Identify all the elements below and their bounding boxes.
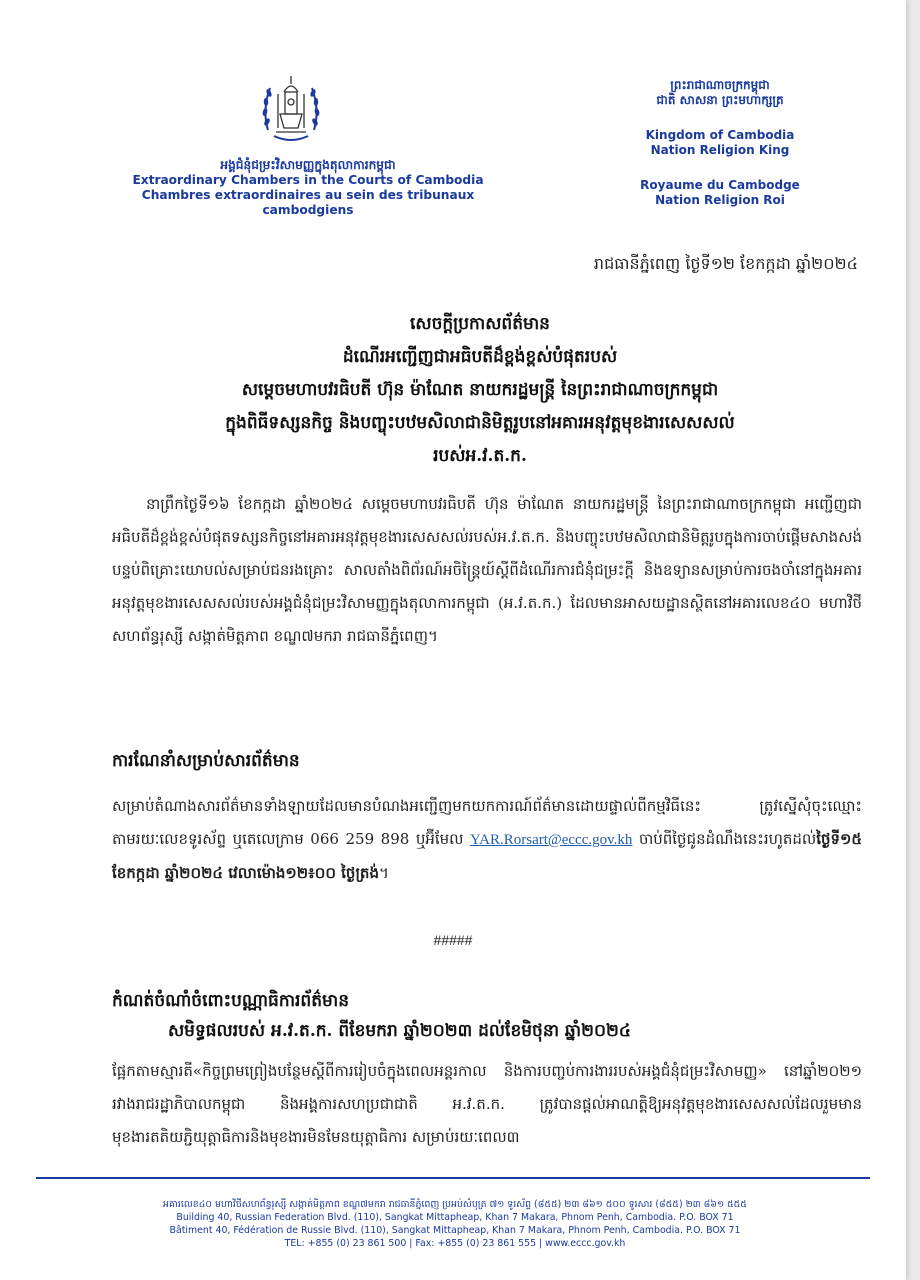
editors-note-subheading: សមិទ្ធផលរបស់ អ.វ.ត.ក. ពីខែមករា ឆ្នាំ២០២៣ ដល់ខែមិថុនា ឆ្នាំ២០២៤: [168, 1021, 631, 1041]
footer-address-french: Bâtiment 40, Fédération de Russie Blvd. (110), Sangkat Mittapheap, Khan 7 Makara, Phnom Penh, Cambodia. P.O. BOX 71: [169, 1225, 741, 1236]
footer-contact: TEL: +855 (0) 23 861 500 | Fax: +855 (0) 23 861 555 | www.eccc.gov.kh: [284, 1238, 626, 1249]
org-name-khmer: អង្គជំនុំជម្រះវិសាមញ្ញក្នុងតុលាការកម្ពុជា: [220, 158, 396, 172]
media-text-part: សម្រាប់តំណាងសារព័ត៌មានទាំងឡាយដែលមានបំណងអញ្ជើញមកយកការណ៍ព័ត៌មានដោយផ្ទាល់ពីកម្មវិធីនេះ ត្រូវស្នើសុំចុះឈ្មោះតាមរយៈលេខទូរស័ព្ទ ឬតេលេក្រាម 066 259 898 ឬអ៊ីមែល: [112, 797, 862, 848]
footer-address-english: Building 40, Russian Federation Blvd. (110), Sangkat Mittapheap, Khan 7 Makara, Phnom Penh, Cambodia. P.O. BOX 71: [176, 1212, 734, 1223]
media-text-part: ។: [378, 864, 389, 882]
dateline: រាជធានីភ្នំពេញ ថ្ងៃទី១២ ខែកក្កដា ឆ្នាំ២០២៤: [593, 254, 858, 273]
media-text-part: ចាប់ពីថ្ងៃជូនដំណឹងនេះរហូតដល់: [632, 830, 817, 848]
body-paragraph-intro: នាព្រឹកថ្ងៃទី១៦ ខែកក្កដា ឆ្នាំ២០២៤ សម្តេចមហាបវរធិបតី ហ៊ុន ម៉ាណែត នាយករដ្ឋមន្ត្រី នៃព្រះរាជាណាចក្រកម្ពុជា អញ្ជើញជាអធិបតីដ៏ខ្ពង់ខ្ពស់បំផុតទស្សនកិច្ចនៅអគារអនុវត្តមុខងារសេសសល់របស់អ.វ.ត.ក. និងបញ្ចុះបឋមសិលាជានិមិត្តរូបក្នុងការចាប់ផ្តើមសាងសង់បន្ទប់ពិគ្រោះយោបល់សម្រាប់ជនរងគ្រោះ សាលតាំងពិព័រណ៍អចិន្ត្រៃយ៍ស្តីពីដំណើរការជំនុំជម្រះក្តី និងឧទ្យានសម្រាប់ការចងចាំនៅក្នុងអគារអនុវត្តមុខងារសេសសល់របស់អង្គជំនុំជម្រះវិសាមញ្ញក្នុងតុលាការកម្ពុជា (អ.វ.ត.ក.) ដែលមានអាសយដ្ឋានស្ថិតនៅអគារលេខ៤០ មហាវិថីសហព័ន្ធរុស្សី សង្កាត់មិត្តភាព ខណ្ឌ៧មករា រាជធានីភ្នំពេញ។: [112, 495, 862, 645]
motto-french: Nation Religion Roi: [655, 193, 785, 207]
section-separator: #####: [433, 932, 473, 948]
editors-note-heading: កំណត់ចំណាំចំពោះបណ្ណាធិការព័ត៌មាន: [112, 991, 349, 1011]
contact-email-link[interactable]: YAR.Rorsart@eccc.gov.kh: [470, 832, 633, 848]
motto-english: Nation Religion King: [650, 143, 790, 157]
footer-divider: [36, 1177, 870, 1179]
registration-deadline: ថ្ងៃទី១៥ ខែកក្កដា ឆ្នាំ២០២៤ វេលាម៉ោង១២៖០០ ថ្ងៃត្រង់: [112, 830, 862, 882]
kingdom-english: Kingdom of Cambodia: [645, 128, 795, 142]
footer-address-khmer: អគារលេខ៤០ មហាវិថីសហព័ន្ធរុស្សី សង្កាត់មិត្តភាព ខណ្ឌ៧មករា រាជធានីភ្នំពេញ ប្រអប់សំបុត្រ ៧១ ទូរស័ព្ទ (៨៥៥) ២៣ ៨៦១ ៥០០ ទូរសារ (៨៥៥) ២៣ ៨៦១ ៥៥៥: [163, 1199, 747, 1210]
kingdom-french: Royaume du Cambodge: [640, 178, 800, 192]
editors-note-paragraph: ផ្អែកតាមស្មារតី«កិច្ចព្រមព្រៀងបន្ថែមស្តីពីការរៀបចំក្នុងពេលអន្តរកាល និងការបញ្ចប់ការងាររបស់អង្គជំនុំជម្រះវិសាមញ្ញ» នៅឆ្នាំ២០២១ រវាងរាជរដ្ឋាភិបាលកម្ពុជា និងអង្គការសហប្រជាជាតិ អ.វ.ត.ក. ត្រូវបានផ្តល់អាណត្តិឱ្យអនុវត្តមុខងារសេសសល់ដែលរួមមានមុខងារតតិយភ្ជិយុត្តាធិការនិងមុខងារមិនមែនយុត្តាធិការ សម្រាប់រយៈពេល៣: [112, 1062, 862, 1146]
org-name-french: Chambres extraordinaires au sein des tribunaux cambodgiens: [141, 188, 475, 217]
media-guidance-heading: ការណែនាំសម្រាប់សារព័ត៌មាន: [112, 751, 300, 771]
kingdom-motto-block: [620, 78, 820, 208]
motto-khmer: ជាតិ សាសនា ព្រះមហាក្សត្រ: [656, 93, 784, 107]
press-release-title: [90, 308, 870, 473]
title-line: សម្តេចមហាបវរធិបតី ហ៊ុន ម៉ាណែត នាយករដ្ឋមន្ត្រី នៃព្រះរាជាណាចក្រកម្ពុជា: [241, 380, 719, 400]
organization-name-block: [118, 158, 498, 218]
title-line: សេចក្តីប្រកាសព័ត៌មាន: [410, 314, 550, 334]
footer-address-block: [40, 1198, 870, 1250]
org-name-english: Extraordinary Chambers in the Courts of Cambodia: [132, 173, 484, 187]
media-guidance-paragraph: [112, 790, 862, 890]
title-line: ក្នុងពិធីទស្សនកិច្ច និងបញ្ចុះបឋមសិលាជានិមិត្តរូបនៅអគារអនុវត្តមុខងារសេសសល់: [225, 413, 735, 433]
kingdom-khmer: ព្រះរាជាណាចក្រកម្ពុជា: [670, 78, 770, 92]
title-line: ដំណើរអញ្ជើញជាអធិបតីដ៏ខ្ពង់ខ្ពស់បំផុតរបស់: [342, 347, 618, 367]
title-line: របស់អ.វ.ត.ក.: [433, 446, 527, 466]
eccc-emblem-logo: [258, 70, 324, 160]
